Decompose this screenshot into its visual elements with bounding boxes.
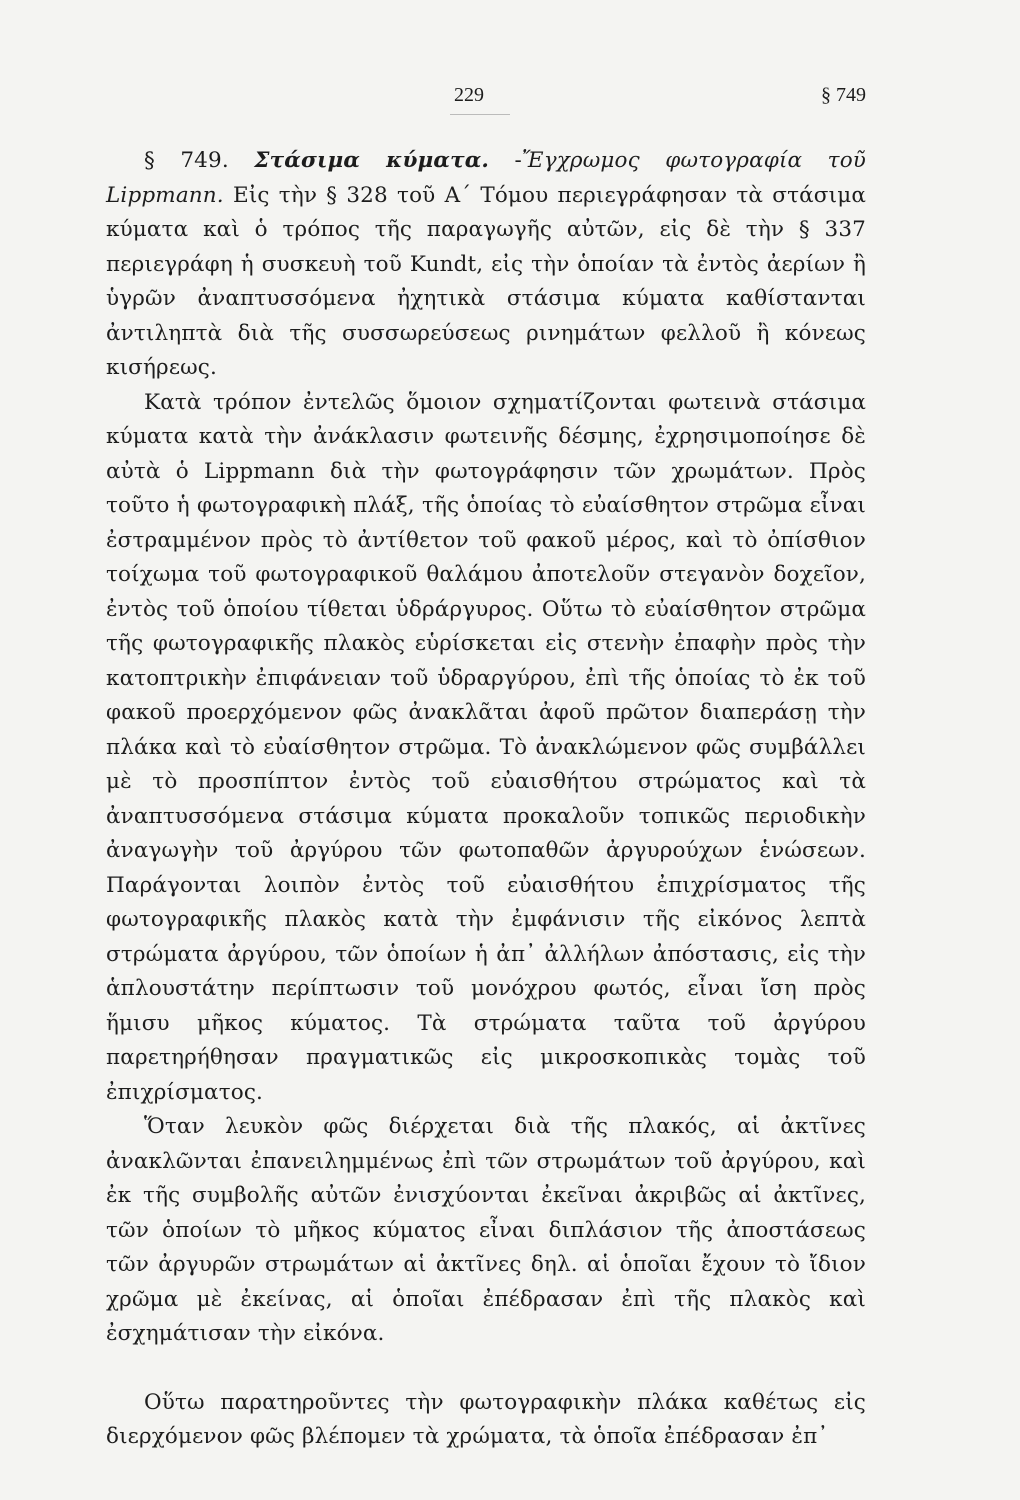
- page-number: 229: [454, 84, 484, 106]
- page-number-rule: [450, 114, 510, 115]
- section-number: § 749.: [144, 148, 229, 173]
- section-title: Στάσιμα κύματα.: [254, 148, 490, 173]
- paragraph-4: Οὕτω παρατηροῦντες τὴν φωτογραφικὴν πλάκα καθέτως εἰς διερχόμενον φῶς βλέπομεν τὰ χρώματα, τὰ ὁποῖα ἐπέδρασαν ἐπ᾽: [106, 1389, 866, 1449]
- paragraph-text: Εἰς τὴν § 328 τοῦ Α΄ Τόμου περιεγράφησαν τὰ στάσιμα κύματα καὶ ὁ τρόπος τῆς παραγωγῆς αὐτῶν, εἰς δὲ τὴν § 337 περιεγράφη ἡ συσκευὴ τοῦ Kundt, εἰς τὴν ὁποίαν τὰ ἐντὸς ἀερίων ἢ ὑγρῶν ἀναπτυσσόμενα ἠχητικὰ στάσιμα κύματα καθίστανται ἀντιληπτὰ διὰ τῆς συσσωρεύσεως ρινημάτων φελλοῦ ἢ κόνεως κισήρεως.: [106, 182, 867, 380]
- paragraph-3: Ὅταν λευκὸν φῶς διέρχεται διὰ τῆς πλακός, αἱ ἀκτῖνες ἀνακλῶνται ἐπανειλημμένως ἐπὶ τῶν στρωμάτων τοῦ ἀργύρου, καὶ ἐκ τῆς συμβολῆς αὐτῶν ἐνισχύονται ἐκεῖναι ἀκριβῶς αἱ ἀκτῖνες, τῶν ὁποίων τὸ μῆκος κύματος εἶναι διπλάσιον τῆς ἀποστάσεως τῶν ἀργυρῶν στρωμάτων αἱ ἀκτῖνες δηλ. αἱ ὁποῖαι ἔχουν τὸ ἴδιον χρῶμα μὲ ἐκείνας, αἱ ὁποῖαι ἐπέδρασαν ἐπὶ τῆς πλακὸς καὶ ἐσχημάτισαν τὴν εἰκόνα.: [106, 1114, 866, 1346]
- running-section-ref: § 749: [821, 84, 866, 106]
- running-head: [106, 70, 866, 120]
- paragraph-1: [106, 144, 866, 386]
- section-subtitle: Ἔγχρωμος φωτογραφία τοῦ Lippmann.: [106, 148, 867, 208]
- section-subtitle-dash: -: [514, 148, 522, 173]
- book-page: [106, 70, 866, 1470]
- paragraph-2: Κατὰ τρόπον ἐντελῶς ὅμοιον σχηματίζονται φωτεινὰ στάσιμα κύματα κατὰ τὴν ἀνάκλασιν φωτεινῆς δέσμης, ἐχρησιμοποίησε δὲ αὐτὰ ὁ Lippmann διὰ τὴν φωτογράφησιν τῶν χρωμάτων. Πρὸς τοῦτο ἡ φωτογραφικὴ πλάξ, τῆς ὁποίας τὸ εὐαίσθητον στρῶμα εἶναι ἐστραμμένον πρὸς τὸ ἀντίθετον τοῦ φακοῦ μέρος, καὶ τὸ ὀπίσθιον τοίχωμα τοῦ φωτογραφικοῦ θαλάμου ἀποτελοῦν στεγανὸν δοχεῖον, ἐντὸς τοῦ ὁποίου τίθεται ὑδράργυρος. Οὕτω τὸ εὐαίσθητον στρῶμα τῆς φωτογραφικῆς πλακὸς εὑρίσκεται εἰς στενὴν ἐπαφὴν πρὸς τὴν κατοπτρικὴν ἐπιφάνειαν τοῦ ὑδραργύρου, ἐπὶ τῆς ὁποίας τὸ ἐκ τοῦ φακοῦ προερχόμενον φῶς ἀνακλᾶται ἀφοῦ πρῶτον διαπεράσῃ τὴν πλάκα καὶ τὸ εὐαίσθητον στρῶμα. Τὸ ἀνακλώμενον φῶς συμβάλλει μὲ τὸ προσπίπτον ἐντὸς τοῦ εὐαισθήτου στρώματος καὶ τὰ ἀναπτυσσόμενα στάσιμα κύματα προκαλοῦν τοπικῶς περιοδικὴν ἀναγωγὴν τοῦ ἀργύρου τῶν φωτοπαθῶν ἀργυρούχων ἑνώσεων. Παράγονται λοιπὸν ἐντὸς τοῦ εὐαισθήτου ἐπιχρίσματος τῆς φωτογραφικῆς πλακὸς κατὰ τὴν ἐμφάνισιν τῆς εἰκόνος λεπτὰ στρώματα ἀργύρου, τῶν ὁποίων ἡ ἀπ᾽ ἀλλήλων ἀπόστασις, εἰς τὴν ἁπλουστάτην περίπτωσιν τοῦ μονόχρου φωτός, εἶναι ἴση πρὸς ἥμισυ μῆκος κύματος. Τὰ στρώματα ταῦτα τοῦ ἀργύρου παρετηρήθησαν πραγματικῶς εἰς μικροσκοπικὰς τομὰς τοῦ ἐπιχρίσματος.: [106, 389, 866, 1105]
- body-text: [106, 144, 866, 1455]
